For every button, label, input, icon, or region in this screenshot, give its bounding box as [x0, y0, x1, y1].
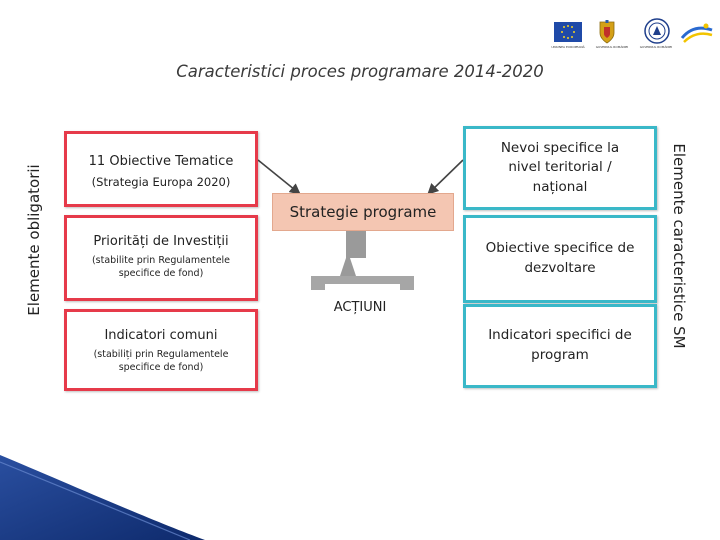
strategy-down-arrow: [340, 231, 366, 276]
right-box-text: Obiective specifice de dezvoltare: [485, 240, 635, 276]
footer-blue-band: [0, 455, 205, 540]
ministry-logo-caption: GUVERNUL ROMÂNIEI: [639, 45, 673, 49]
left-box-sub: (Strategia Europa 2020): [91, 175, 231, 189]
left-box-sub: (stabiliți prin Regulamentele specifice de fond): [93, 349, 229, 373]
left-box-thematic-objectives: [64, 131, 258, 207]
left-box-investment-priorities: [64, 215, 258, 301]
page-title: Caracteristici proces programare 2014-2020: [176, 62, 544, 81]
arrow-left-to-strategy: [258, 160, 300, 194]
left-box-heading: Indicatori comuni: [104, 328, 218, 343]
left-box-heading: 11 Obiective Tematice: [88, 154, 234, 169]
arrow-right-to-strategy: [428, 160, 463, 194]
right-box-text: Nevoi specifice la nivel teritorial / național: [500, 139, 620, 195]
eu-logo-caption: UNIUNEA EUROPEANĂ: [551, 45, 585, 49]
romania-logo-caption: GUVERNUL ROMÂNIEI: [595, 45, 629, 49]
strategy-box: Strategie programe: [272, 193, 454, 231]
left-box-common-indicators: [64, 309, 258, 391]
right-side-label-text: Elemente caracteristice SM: [670, 143, 688, 349]
left-box-sub: (stabilite prin Regulamentele specifice de fond): [91, 255, 231, 279]
left-box-heading: Priorități de Investiții: [93, 234, 229, 249]
right-box-territorial-needs: [463, 126, 657, 210]
right-box-specific-objectives: [463, 215, 657, 303]
right-box-program-indicators: [463, 304, 657, 388]
actions-bracket: [311, 276, 414, 290]
right-box-text: Indicatori specifici de program: [488, 327, 632, 363]
left-side-label-text: Elemente obligatorii: [25, 164, 43, 316]
actions-label: ACȚIUNI: [333, 300, 387, 315]
